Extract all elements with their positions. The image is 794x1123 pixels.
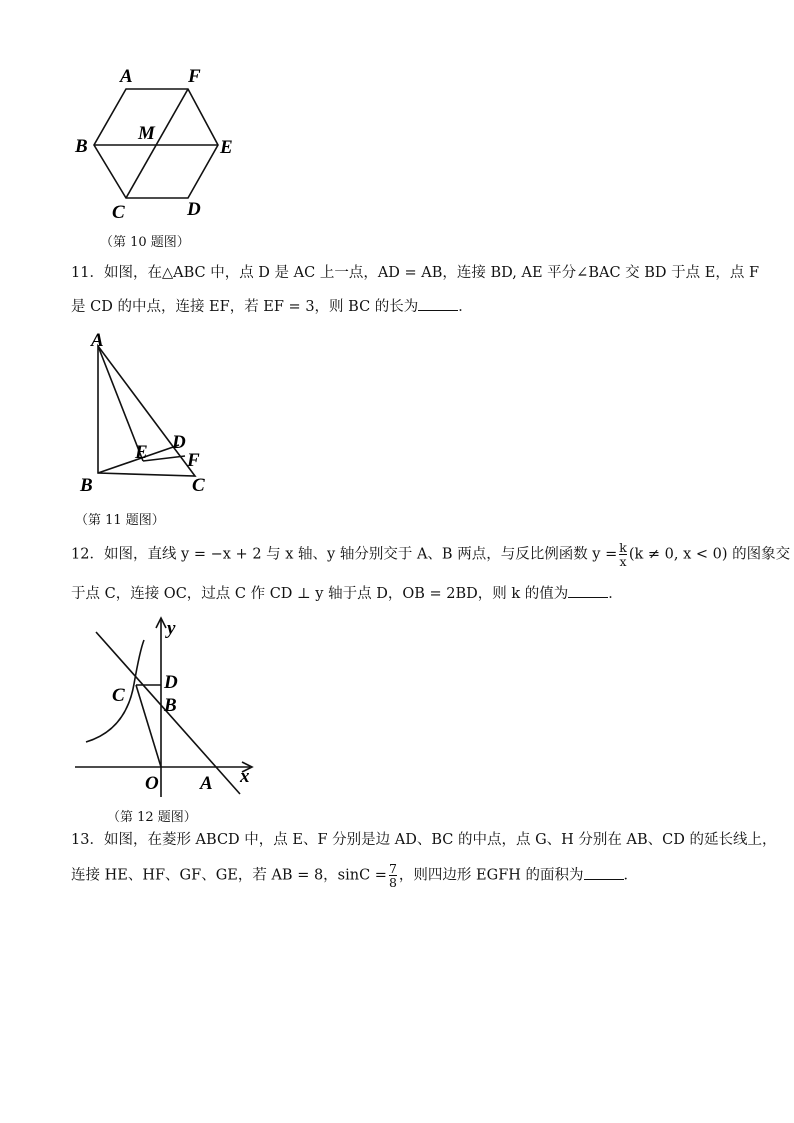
question-13-line-1: 13．如图，在菱形 ABCD 中，点 E、F 分别是边 AD、BC 的中点，点 G、H 分别在 AB、CD 的延长线上， bbox=[71, 832, 777, 848]
label-B: B bbox=[164, 695, 177, 716]
label-B: B bbox=[80, 475, 93, 496]
fraction-k-over-x: $\frac{k}{x}$ bbox=[619, 540, 627, 569]
figure-12 bbox=[70, 612, 265, 807]
label-A: A bbox=[120, 66, 133, 87]
label-x: x bbox=[240, 766, 250, 787]
question-13-line-2: 连接 HE、HF、GF、GE，若 AB = 8，sinC = $\frac{7}{8}$ ，则四边形 EGFH 的面积为 ． bbox=[71, 861, 639, 890]
label-D: D bbox=[164, 672, 178, 693]
label-D: D bbox=[172, 432, 186, 453]
answer-blank-11[interactable] bbox=[418, 296, 458, 311]
label-F: F bbox=[188, 66, 201, 87]
figure-11 bbox=[75, 328, 225, 498]
label-A: A bbox=[200, 773, 213, 794]
figure-12-caption: （第 12 题图） bbox=[107, 810, 197, 825]
label-C: C bbox=[192, 475, 205, 496]
label-C: C bbox=[112, 202, 125, 223]
question-11-line-2: 是 CD 的中点，连接 EF，若 EF = 3，则 BC 的长为 ． bbox=[71, 296, 473, 317]
question-11-text: 是 CD 的中点，连接 EF，若 EF = 3，则 BC 的长为 bbox=[71, 299, 419, 315]
question-11-line-1: 11．如图，在△ABC 中，点 D 是 AC 上一点，AD = AB，连接 BD, AE 平分∠BAC 交 BD 于点 E，点 F bbox=[71, 265, 760, 281]
label-y: y bbox=[167, 618, 176, 639]
label-D: D bbox=[187, 199, 201, 220]
label-F: F bbox=[187, 450, 200, 471]
figure-10 bbox=[70, 60, 250, 225]
label-E: E bbox=[220, 137, 233, 158]
label-O: O bbox=[145, 773, 159, 794]
answer-blank-13[interactable] bbox=[584, 865, 624, 880]
figure-11-caption: （第 11 题图） bbox=[75, 513, 165, 528]
label-M: M bbox=[138, 123, 155, 144]
answer-blank-12[interactable] bbox=[568, 583, 608, 598]
label-E: E bbox=[135, 442, 148, 463]
fraction-7-over-8: $\frac{7}{8}$ bbox=[388, 861, 397, 890]
question-12-line-1: 12．如图，直线 y = −x + 2 与 x 轴、y 轴分别交于 A、B 两点，与反比例函数 y = $\frac{k}{x}$ (k ≠ 0, x < 0) 的图象交 bbox=[71, 540, 791, 569]
label-A: A bbox=[91, 330, 104, 351]
label-B: B bbox=[75, 136, 88, 157]
question-12-line-2: 于点 C，连接 OC，过点 C 作 CD ⊥ y 轴于点 D，OB = 2BD，则 k 的值为 ． bbox=[71, 583, 623, 604]
label-C: C bbox=[112, 685, 125, 706]
figure-10-caption: （第 10 题图） bbox=[100, 235, 190, 250]
